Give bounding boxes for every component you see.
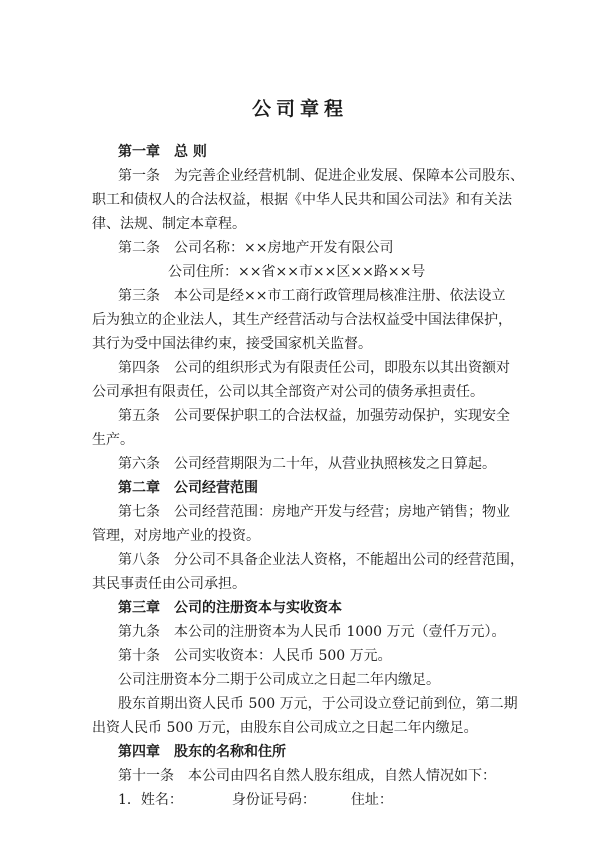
paragraph-line: 第五条 公司要保护职工的合法权益，加强劳动保护，实现安全 [118,408,510,424]
paragraph-line: 第六条 公司经营期限为二十年，从营业执照核发之日算起。 [118,456,496,472]
chapter-heading: 第三章 公司的注册资本与实收资本 [118,600,342,616]
paragraph-line: 后为独立的企业法人，其生产经营活动与合法权益受中国法律保护， [92,312,512,328]
document-title: 公司章程 [251,98,348,120]
paragraph-line: 公司注册资本分二期于公司成立之日起二年内缴足。 [118,672,440,688]
paragraph-line: 其行为受中国法律约束，接受国家机关监督。 [92,336,372,352]
paragraph-line: 第九条 本公司的注册资本为人民币 1000 万元（壹仟万元）。 [118,624,506,640]
chapter-heading: 第一章 总 则 [118,144,207,160]
paragraph-line: 管理，对房地产业的投资。 [92,528,260,544]
paragraph-line: 第七条 公司经营范围：房地产开发与经营；房地产销售；物业 [118,504,510,520]
paragraph-line: 第十一条 本公司由四名自然人股东组成，自然人情况如下： [118,768,496,784]
paragraph-line: 公司承担有限责任，公司以其全部资产对公司的债务承担责任。 [92,384,484,400]
paragraph-line: 股东首期出资人民币 500 万元，于公司设立登记前到位，第二期 [118,696,518,712]
paragraph-line: 第十条 公司实收资本：人民币 500 万元。 [118,648,392,664]
chapter-heading: 第四章 股东的名称和住所 [118,744,286,760]
paragraph-line: 职工和债权人的合法权益，根据《中华人民共和国公司法》和有关法 [92,192,512,208]
paragraph-line: 1．姓名： 身份证号码： 住址： [118,792,393,808]
paragraph-line: 第一条 为完善企业经营机制、促进企业发展、保障本公司股东、 [118,168,524,184]
chapter-heading: 第二章 公司经营范围 [118,480,258,496]
paragraph-line: 律、法规、制定本章程。 [92,216,246,232]
paragraph-line: 第四条 公司的组织形式为有限责任公司，即股东以其出资额对 [118,360,510,376]
paragraph-line: 生产。 [92,432,134,448]
paragraph-line: 第八条 分公司不具备企业法人资格，不能超出公司的经营范围， [118,552,524,568]
paragraph-line: 公司住所：××省××市××区××路××号 [168,264,426,280]
paragraph-line: 第三条 本公司是经××市工商行政管理局核准注册、依法设立 [118,288,506,304]
paragraph-line: 出资人民币 500 万元，由股东自公司成立之日起二年内缴足。 [92,720,478,736]
paragraph-line: 第二条 公司名称：××房地产开发有限公司 [118,240,394,256]
paragraph-line: 其民事责任由公司承担。 [92,576,246,592]
